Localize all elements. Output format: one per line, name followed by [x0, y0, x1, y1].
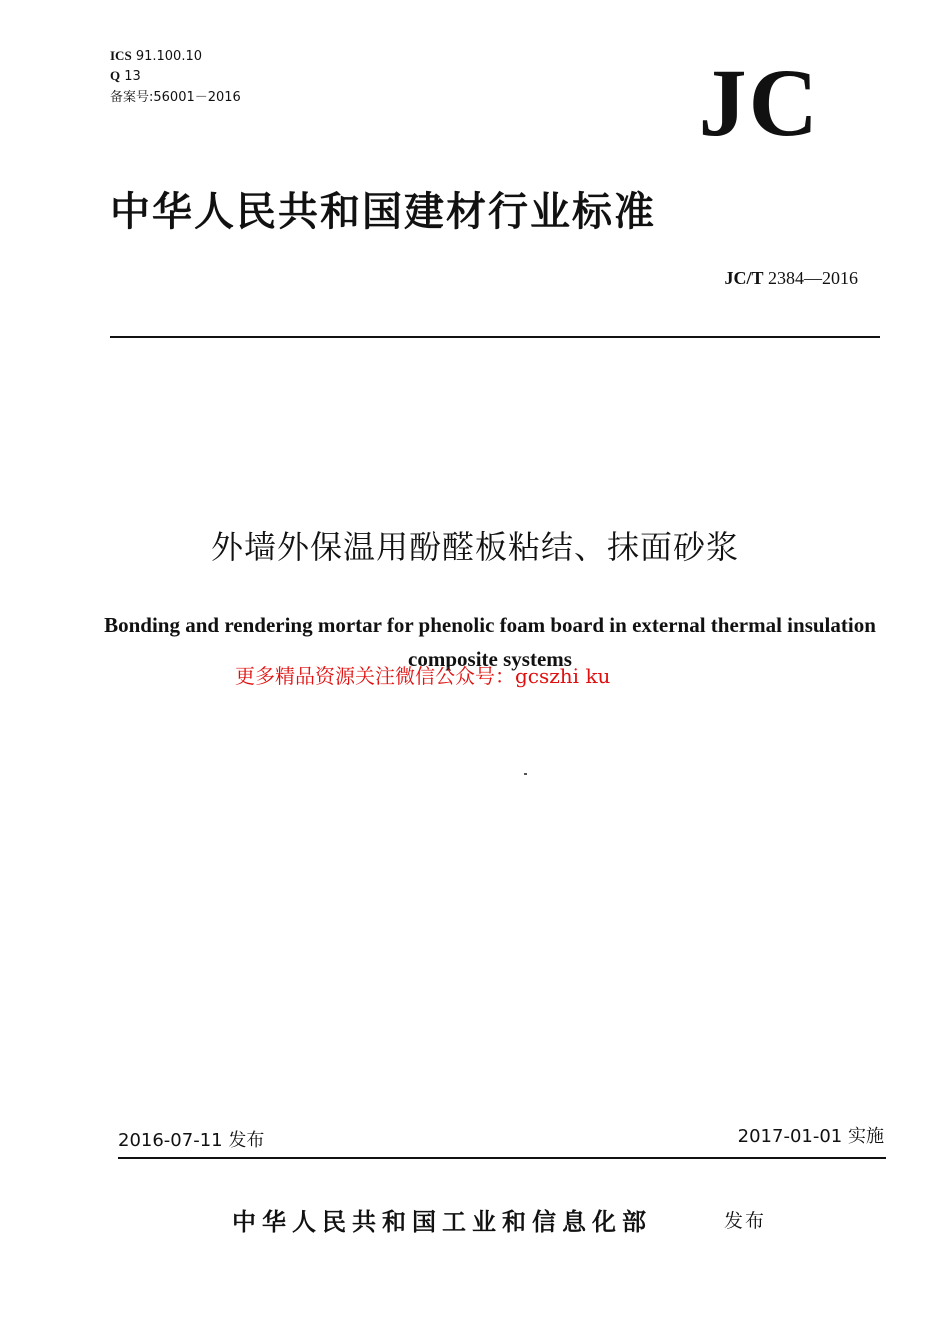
standard-code — [724, 268, 858, 289]
record-number: 备案号:56001－2016 — [110, 90, 241, 105]
ics-label: ICS — [110, 48, 132, 63]
code-number: 2384—2016 — [768, 268, 858, 288]
q-value: 13 — [124, 69, 141, 84]
stray-mark — [524, 773, 527, 775]
bottom-divider — [118, 1157, 886, 1159]
classification-code — [110, 66, 141, 87]
implementation-date: 2017-01-01 实施 — [737, 1126, 884, 1147]
jc-logo: JC — [698, 49, 820, 156]
document-title-cn: 外墙外保温用酚醛板粘结、抹面砂浆 — [210, 528, 739, 566]
document-title-en: Bonding and rendering mortar for phenolic foam board in external thermal insulation composite systems — [104, 613, 876, 671]
top-divider — [110, 336, 880, 338]
publisher-name: 中华人民共和国工业和信息化部 — [232, 1207, 652, 1236]
code-prefix: JC/T — [724, 268, 764, 288]
watermark-text: 更多精品资源关注微信公众号：gcszhi ku — [235, 664, 611, 688]
issue-date: 2016-07-11 发布 — [118, 1130, 265, 1151]
ics-value: 91.100.10 — [135, 49, 202, 64]
ics-code — [110, 46, 202, 67]
q-label: Q — [110, 68, 121, 83]
standard-title: 中华人民共和国建材行业标准 — [110, 188, 656, 235]
publish-label: 发布 — [724, 1210, 767, 1232]
